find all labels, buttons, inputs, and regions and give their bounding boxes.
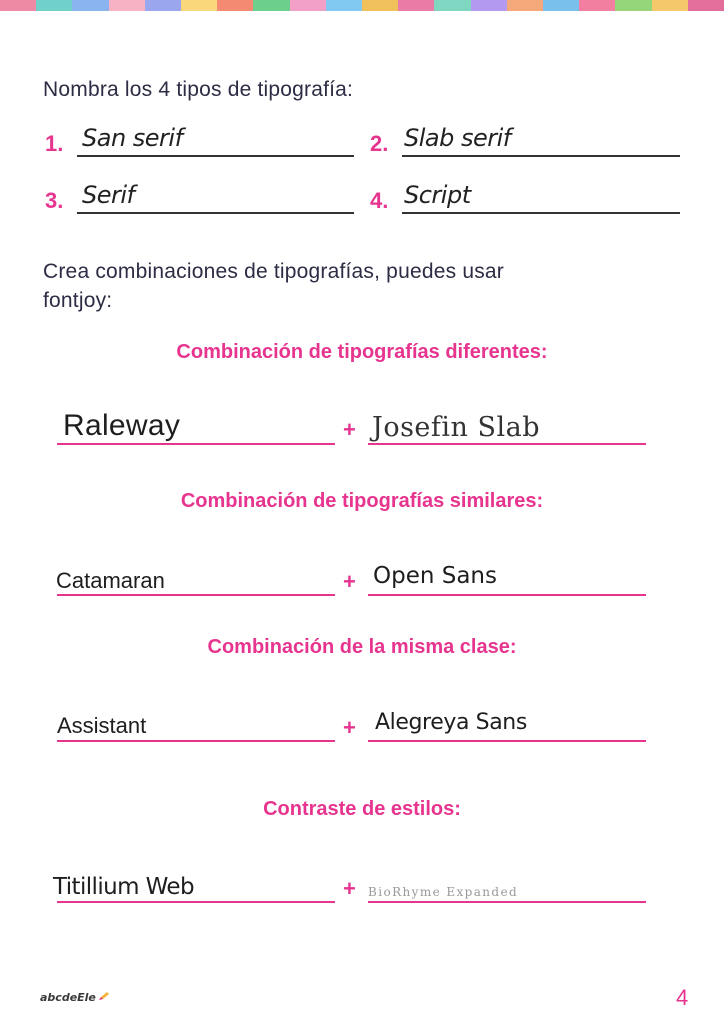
top-bar-segment — [326, 0, 362, 11]
pair4-heading: Contraste de estilos: — [263, 798, 461, 820]
pair2-heading: Combinación de tipografías similares: — [180, 490, 544, 512]
page-number: 4 — [676, 985, 689, 1010]
item-number-1: 1. — [45, 131, 64, 156]
top-bar-segment — [688, 0, 724, 11]
top-bar-segment — [145, 0, 181, 11]
answer-field-1[interactable]: San serif — [82, 124, 183, 152]
section2-prompt-line1: Crea combinaciones de tipografías, puedes usar — [43, 260, 504, 283]
pair1-left-field[interactable]: Raleway — [63, 409, 181, 442]
pair4-left-underline — [57, 901, 335, 903]
top-bar-segment — [217, 0, 253, 11]
pair3-left-underline — [57, 740, 335, 742]
logo-text: abcdeEle — [40, 990, 96, 1004]
pair2-right-underline — [368, 594, 646, 596]
item-number-3: 3. — [45, 188, 64, 213]
pair3-plus: + — [343, 715, 356, 740]
pair4-plus: + — [343, 876, 356, 901]
pencil-icon — [98, 988, 110, 1006]
pair1-left-underline — [57, 443, 335, 445]
decorative-top-bar — [0, 0, 724, 11]
footer-logo — [40, 988, 110, 1006]
pair1-plus: + — [343, 417, 356, 442]
pair2-left-field[interactable]: Catamaran — [56, 568, 165, 593]
pair1-right-field[interactable]: Josefin Slab — [372, 412, 541, 443]
pair3-left-field[interactable]: Assistant — [57, 713, 147, 738]
pair4-left-field[interactable]: Titillium Web — [53, 874, 194, 900]
section2-prompt-line2: fontjoy: — [43, 289, 113, 312]
item-number-2: 2. — [370, 131, 389, 156]
answer-underline-4 — [402, 212, 680, 214]
answer-field-3[interactable]: Serif — [82, 181, 135, 209]
answer-underline-1 — [77, 155, 354, 157]
top-bar-segment — [36, 0, 72, 11]
top-bar-segment — [362, 0, 398, 11]
top-bar-segment — [434, 0, 470, 11]
answer-field-2[interactable]: Slab serif — [404, 124, 511, 152]
top-bar-segment — [109, 0, 145, 11]
section1-prompt: Nombra los 4 tipos de tipografía: — [43, 78, 354, 101]
top-bar-segment — [615, 0, 651, 11]
top-bar-segment — [0, 0, 36, 11]
top-bar-segment — [579, 0, 615, 11]
pair4-right-field[interactable]: BioRhyme Expanded — [368, 885, 519, 899]
top-bar-segment — [398, 0, 434, 11]
pair2-plus: + — [343, 569, 356, 594]
top-bar-segment — [253, 0, 289, 11]
top-bar-segment — [471, 0, 507, 11]
pair2-right-field[interactable]: Open Sans — [373, 563, 497, 589]
pair1-right-underline — [368, 443, 646, 445]
pair3-heading: Combinación de la misma clase: — [207, 636, 517, 658]
top-bar-segment — [543, 0, 579, 11]
pair2-left-underline — [57, 594, 335, 596]
answer-underline-2 — [402, 155, 680, 157]
answer-field-4[interactable]: Script — [404, 181, 471, 209]
answer-underline-3 — [77, 212, 354, 214]
top-bar-segment — [181, 0, 217, 11]
pair3-right-field[interactable]: Alegreya Sans — [375, 710, 527, 735]
top-bar-segment — [72, 0, 108, 11]
top-bar-segment — [652, 0, 688, 11]
pair3-right-underline — [368, 740, 646, 742]
pair4-right-underline — [368, 901, 646, 903]
top-bar-segment — [290, 0, 326, 11]
pair1-heading: Combinación de tipografías diferentes: — [176, 341, 548, 363]
item-number-4: 4. — [370, 188, 389, 213]
top-bar-segment — [507, 0, 543, 11]
